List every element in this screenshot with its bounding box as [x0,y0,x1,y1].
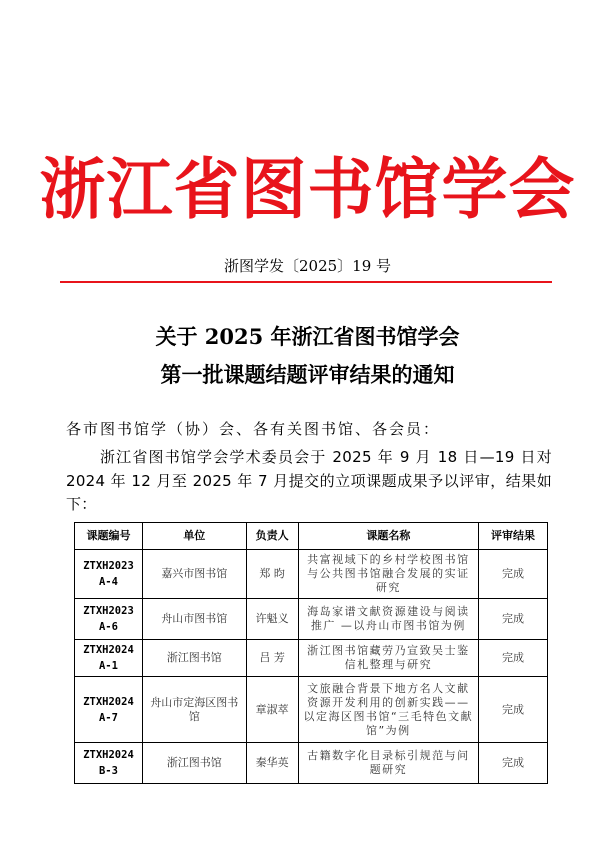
salutation: 各市图书馆学（协）会、各有关图书馆、各会员： [66,420,441,438]
header-project-name: 课题名称 [298,523,479,550]
project-code: ZTXH2024 A-7 [75,677,143,743]
table-row [75,743,548,784]
result-cell: 完成 [479,599,548,640]
person-cell: 许魁义 [246,599,298,640]
project-name: 浙江图书馆藏劳乃宣致吴士鉴信札整理与研究 [298,640,479,677]
unit-cell: 舟山市定海区图书馆 [142,677,246,743]
header-unit: 单位 [142,523,246,550]
review-results-table [74,522,548,784]
table-row [75,550,548,599]
person-cell: 秦华英 [246,743,298,784]
unit-cell: 浙江图书馆 [142,743,246,784]
header-person-in-charge: 负责人 [246,523,298,550]
document-number: 浙图学发〔2025〕19 号 [223,257,392,275]
notice-title-line-2: 第一批课题结题评审结果的通知 [160,362,455,387]
result-cell: 完成 [479,677,548,743]
project-name: 文旅融合背景下地方名人文献资源开发利用的创新实践——以定海区图书馆“三毛特色文献馆”为例 [298,677,479,743]
table-row [75,599,548,640]
project-name: 共富视域下的乡村学校图书馆与公共图书馆融合发展的实证研究 [298,550,479,599]
table-header-row [75,523,548,550]
result-cell: 完成 [479,743,548,784]
project-name: 海岛家谱文献资源建设与阅读推广 —以舟山市图书馆为例 [298,599,479,640]
table-row [75,677,548,743]
person-cell: 章淑萃 [246,677,298,743]
result-cell: 完成 [479,550,548,599]
masthead-title: 浙江省图书馆学会 [39,151,576,228]
project-code: ZTXH2023 A-6 [75,599,143,640]
unit-cell: 舟山市图书馆 [142,599,246,640]
header-project-code: 课题编号 [75,523,143,550]
unit-cell: 嘉兴市图书馆 [142,550,246,599]
project-name: 古籍数字化目录标引规范与问题研究 [298,743,479,784]
unit-cell: 浙江图书馆 [142,640,246,677]
table-row [75,640,548,677]
red-divider [60,281,552,283]
result-cell: 完成 [479,640,548,677]
person-cell: 郑 昀 [246,550,298,599]
notice-title-line-1: 关于 2025 年浙江省图书馆学会 [155,324,460,349]
project-code: ZTXH2024 B-3 [75,743,143,784]
person-cell: 吕 芳 [246,640,298,677]
header-review-result: 评审结果 [479,523,548,550]
project-code: ZTXH2024 A-1 [75,640,143,677]
body-paragraph: 浙江省图书馆学会学术委员会于 2025 年 9 月 18 日—19 日对 2024 年 12 月至 2025 年 7 月提交的立项课题成果予以评审，结果如下： [66,448,552,513]
project-code: ZTXH2023 A-4 [75,550,143,599]
